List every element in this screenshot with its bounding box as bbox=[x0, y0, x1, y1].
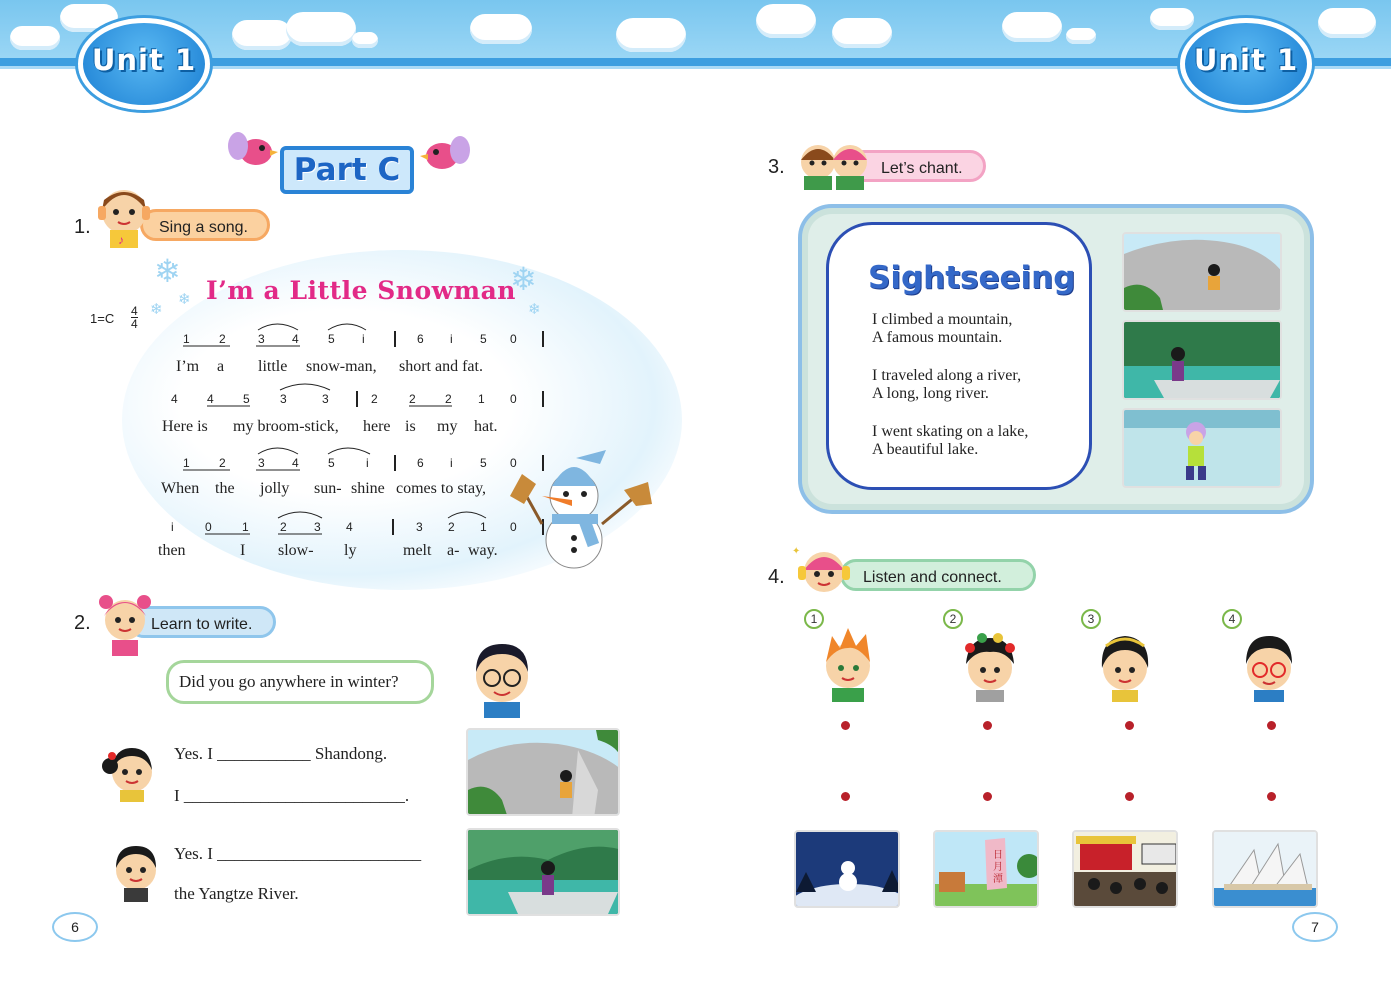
section-number: 4. bbox=[768, 566, 785, 588]
snowman-night-illustration bbox=[796, 832, 900, 908]
chant-mountain-picture bbox=[1122, 232, 1282, 312]
lyric: ly bbox=[344, 542, 357, 559]
unit-badge-right bbox=[1180, 18, 1312, 110]
snowman-icon bbox=[496, 444, 664, 570]
note: 4 bbox=[171, 392, 178, 406]
note: 2 bbox=[409, 392, 416, 406]
answer-line-1a[interactable]: Yes. I ___________ Shandong. bbox=[174, 744, 388, 763]
cloud bbox=[1066, 28, 1096, 44]
note: 1 bbox=[242, 520, 249, 534]
cloud bbox=[1002, 12, 1062, 42]
lyric: then bbox=[158, 542, 186, 559]
svg-text:♪: ♪ bbox=[118, 233, 124, 247]
note: 6 bbox=[417, 332, 424, 346]
mountain-illustration bbox=[1124, 234, 1282, 312]
lyric: is bbox=[405, 418, 416, 435]
lyric: short and fat. bbox=[399, 358, 483, 375]
lyric: my broom-stick, bbox=[233, 418, 339, 435]
note: 0 bbox=[510, 456, 517, 470]
river-illustration bbox=[468, 830, 620, 916]
lyric: my bbox=[437, 418, 458, 435]
note: 3 bbox=[258, 332, 265, 346]
lyric: way. bbox=[468, 542, 498, 559]
note: 5 bbox=[328, 332, 335, 346]
note: 6 bbox=[417, 456, 424, 470]
lyric: I bbox=[240, 542, 246, 559]
note: 3 bbox=[280, 392, 287, 406]
temple-fair-picture bbox=[1072, 830, 1178, 908]
connect-dot-bottom[interactable] bbox=[841, 792, 850, 801]
section-number: 2. bbox=[74, 612, 91, 634]
boy-icon bbox=[108, 840, 164, 902]
lyric: little bbox=[258, 358, 288, 375]
lake-skating-illustration bbox=[1124, 410, 1282, 488]
boy-with-glasses-icon bbox=[466, 636, 538, 718]
lyric: sun- bbox=[314, 480, 342, 497]
answer-line-1b[interactable]: I __________________________. bbox=[174, 786, 410, 805]
lake-sign-text: 日 bbox=[993, 850, 1003, 861]
section-number: 3. bbox=[768, 156, 785, 178]
marker-number: 1 bbox=[804, 609, 824, 629]
unit-label-right: Unit 1 bbox=[1193, 43, 1299, 77]
note: 0 bbox=[510, 520, 517, 534]
lyric: jolly bbox=[260, 480, 290, 497]
chant-river-picture bbox=[1122, 320, 1282, 400]
chant-line: I traveled along a river, bbox=[872, 367, 1022, 384]
lake-sign-text: 月 bbox=[993, 862, 1003, 873]
svg-text:❄: ❄ bbox=[510, 261, 537, 297]
section-label: Let’s chant. bbox=[881, 160, 963, 177]
mountain-illustration bbox=[468, 730, 620, 816]
page-number-left: 6 bbox=[52, 912, 98, 942]
cloud bbox=[1318, 8, 1376, 38]
marker-number: 2 bbox=[943, 609, 963, 629]
opera-house-illustration bbox=[1214, 832, 1318, 908]
marker-number: 3 bbox=[1081, 609, 1101, 629]
note: 1 bbox=[183, 332, 190, 346]
note: 4 bbox=[207, 392, 214, 406]
connect-dot-bottom[interactable] bbox=[1267, 792, 1276, 801]
connect-dot-top[interactable] bbox=[1267, 721, 1276, 730]
note: 1 bbox=[480, 520, 487, 534]
lyric: a bbox=[217, 358, 225, 375]
marker-number: 4 bbox=[1222, 609, 1242, 629]
section-number: 1. bbox=[74, 216, 91, 238]
note: i bbox=[171, 520, 174, 534]
note: 0 bbox=[510, 392, 517, 406]
song-title: I’m a Little Snowman bbox=[206, 276, 516, 305]
note: 2 bbox=[219, 332, 226, 346]
boy-glasses-icon bbox=[1238, 624, 1300, 702]
snowman-night-picture bbox=[794, 830, 900, 908]
question-bubble: Did you go anywhere in winter? bbox=[166, 660, 434, 704]
chant-line: I went skating on a lake, bbox=[872, 423, 1029, 440]
lyric: shine bbox=[351, 480, 385, 497]
note: 5 bbox=[328, 456, 335, 470]
temple-fair-illustration bbox=[1074, 832, 1178, 908]
note: i bbox=[366, 456, 369, 470]
part-title: Part C bbox=[280, 146, 414, 194]
note: 2 bbox=[371, 392, 378, 406]
svg-text:❄: ❄ bbox=[528, 302, 541, 318]
sun-moon-lake-illustration bbox=[935, 832, 1039, 908]
lyric: snow-man, bbox=[306, 358, 377, 375]
cloud bbox=[1150, 8, 1194, 30]
lyric: slow- bbox=[278, 542, 314, 559]
note: 5 bbox=[480, 332, 487, 346]
answer-line-2a[interactable]: Yes. I ________________________ bbox=[174, 844, 422, 863]
mountain-picture bbox=[466, 728, 620, 816]
page-number-right: 7 bbox=[1292, 912, 1338, 942]
section-label: Learn to write. bbox=[151, 616, 253, 633]
note: 3 bbox=[322, 392, 329, 406]
svg-text:❄: ❄ bbox=[154, 253, 181, 289]
sydney-opera-house-picture bbox=[1212, 830, 1318, 908]
cloud bbox=[832, 18, 892, 48]
chant-line: I climbed a mountain, bbox=[872, 311, 1013, 328]
time-signature-top: 4 bbox=[131, 304, 138, 318]
note: 2 bbox=[219, 456, 226, 470]
connect-dot-top[interactable] bbox=[1125, 721, 1134, 730]
answer-line-2b: the Yangtze River. bbox=[174, 884, 299, 903]
note: 1 bbox=[183, 456, 190, 470]
note: 5 bbox=[243, 392, 250, 406]
girl-headband-icon bbox=[1094, 624, 1156, 702]
lyric: Here is bbox=[162, 418, 208, 435]
note: 1 bbox=[478, 392, 485, 406]
svg-text:✦: ✦ bbox=[792, 546, 801, 557]
girl-headdress-icon bbox=[958, 624, 1022, 702]
unit-label-left: Unit 1 bbox=[91, 43, 197, 77]
girl-headphones-icon bbox=[792, 544, 852, 600]
river-picture bbox=[466, 828, 620, 916]
sun-moon-lake-picture bbox=[933, 830, 1039, 908]
connect-dot-bottom[interactable] bbox=[983, 792, 992, 801]
cloud bbox=[756, 4, 816, 38]
note: i bbox=[450, 332, 453, 346]
note: 0 bbox=[510, 332, 517, 346]
lyric: hat. bbox=[474, 418, 498, 435]
section-label-pill bbox=[840, 559, 1036, 591]
connect-dot-top[interactable] bbox=[841, 721, 850, 730]
chant-title: Sightseeing bbox=[868, 260, 1076, 296]
song-key: 1=C bbox=[90, 311, 115, 326]
note: i bbox=[362, 332, 365, 346]
time-signature-bottom: 4 bbox=[131, 317, 138, 331]
girl-ponytail-icon bbox=[102, 740, 158, 802]
lyric: comes to stay, bbox=[396, 480, 487, 497]
lyric: the bbox=[215, 480, 235, 497]
lyric: here bbox=[363, 418, 391, 435]
chant-line: A long, long river. bbox=[872, 385, 989, 402]
note: 4 bbox=[292, 332, 299, 346]
note: 3 bbox=[314, 520, 321, 534]
river-illustration bbox=[1124, 322, 1282, 400]
lyric: melt bbox=[403, 542, 432, 559]
lyric: When bbox=[161, 480, 200, 497]
chant-lake-picture bbox=[1122, 408, 1282, 488]
section-label: Sing a song. bbox=[159, 219, 248, 236]
lake-sign-text: 潭 bbox=[993, 874, 1003, 885]
chant-line: A famous mountain. bbox=[872, 329, 1003, 346]
note: 4 bbox=[346, 520, 353, 534]
girl-icon bbox=[98, 592, 152, 658]
two-kids-icon bbox=[794, 138, 878, 190]
connect-dot-top[interactable] bbox=[983, 721, 992, 730]
connect-dot-bottom[interactable] bbox=[1125, 792, 1134, 801]
note: 4 bbox=[292, 456, 299, 470]
note: 3 bbox=[258, 456, 265, 470]
note: 2 bbox=[280, 520, 287, 534]
lyric: a- bbox=[447, 542, 460, 559]
svg-text:❄: ❄ bbox=[150, 302, 163, 318]
lyric: I’m bbox=[176, 358, 200, 375]
note: 2 bbox=[448, 520, 455, 534]
section-label: Listen and connect. bbox=[863, 569, 1002, 586]
boy-orange-hair-icon bbox=[818, 622, 878, 702]
chant-line: A beautiful lake. bbox=[872, 441, 979, 458]
note: 2 bbox=[445, 392, 452, 406]
note: 3 bbox=[416, 520, 423, 534]
note: 5 bbox=[480, 456, 487, 470]
note: 0 bbox=[205, 520, 212, 534]
svg-text:❄: ❄ bbox=[178, 292, 191, 308]
note: i bbox=[450, 456, 453, 470]
